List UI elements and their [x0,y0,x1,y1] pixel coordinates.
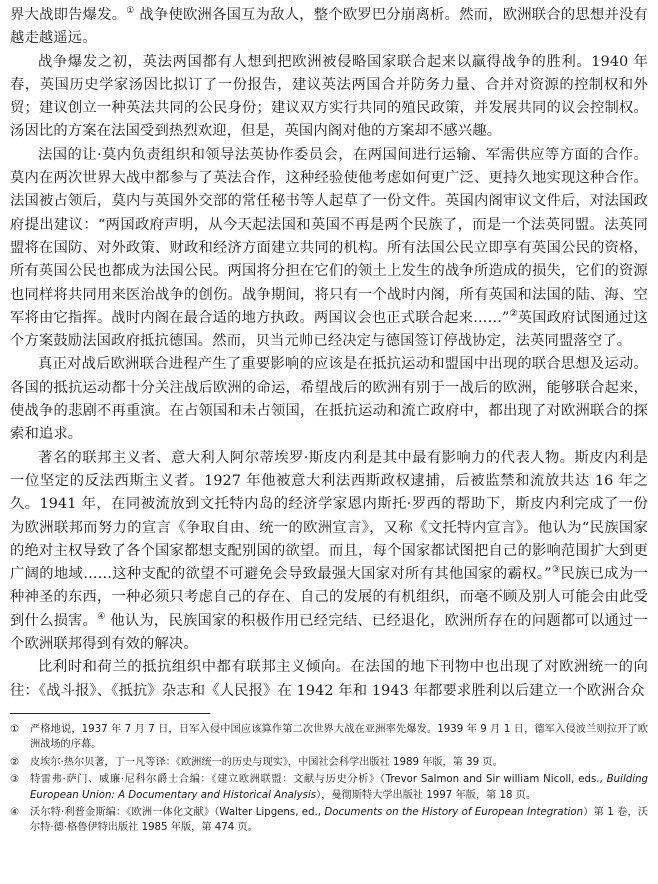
footnote-mark: ② [10,756,20,768]
paragraph [10,144,648,354]
text-run: 真正对战后欧洲联合进程产生了重要影响的应该是在抵抗运动和盟国中出现的联合思想及运动。各国的抵抗运动都十分关注战后欧洲的命运，希望战后的欧洲有别于一战后的欧洲，能够联合起来，使战争的悲剧不再重演。在占领国和未占领国，在抵抗运动和流亡政府中，都出现了对欧洲联合的探索和追求。 [10,356,648,443]
paragraph [10,51,648,144]
document-page [10,4,648,838]
body-text [10,4,648,703]
text-run: ）第 1 卷，沃尔特·德·格鲁伊特出版社 1985 年版，第 474 页。 [30,806,648,834]
footnote [10,805,648,836]
text-run: 战争爆发之初，英法两国都有人想到把欧洲被侵略国家联合起来以赢得战争的胜利。1940 年春，英国历史学家汤因比拟订了一份报告，建议英法两国合并防务力量、合并对资源的控制权和外贸；建议创立一种英法共同的公民身份；建议双方实行共同的殖民政策，并发展共同的议会控制权。汤因比的方案在法国受到热烈欢迎，但是，英国内阁对他的方案却不感兴趣。 [10,53,648,140]
italic-title: Documents on the History of European Integration [324,806,584,818]
footnote-mark: ③ [10,774,20,786]
text-run: 著名的联邦主义者、意大利人阿尔蒂埃罗·斯皮内利是其中最有影响力的代表人物。斯皮内利是一位坚定的反法西斯主义者。1927 年他被意大利法西斯政权逮捕，后被监禁和流放共达 16 年之久。1941 年，在同被流放到文托特内岛的经济学家恩内斯托·罗西的帮助下，斯皮内利完成了一份为欧洲联邦而努力的宣言《争取自由、统一的欧洲宣言》，又称《文托特内宣言》。他认为“民族国家的绝对主权导致了各个国家都想支配别国的欲望。而且，每个国家都试图把自己的影响范围扩大到更广阔的地域……这种支配的欲望不可避免会导致最强大国家对所有其他国家的霸权。” [10,449,648,583]
paragraph [10,447,648,657]
footnote-mark: ④ [10,806,20,818]
footnote-ref: ② [509,309,518,320]
text-run: 界大战即告爆发。 [10,7,127,23]
text-run: 他认为，民族国家的积极作用已经完结、已经退化，欧洲所存在的问题都可以通过一个欧洲联邦得到有效的解决。 [10,612,649,653]
text-run: 比利时和荷兰的抵抗组织中都有联邦主义倾向。在法国的地下刊物中也出现了对欧洲统一的向往：《战斗报》、《抵抗》杂志和《人民报》在 1942 年和 1943 年都要求胜利以后建立一个欧洲合众 [10,659,648,699]
footnote-ref: ① [126,6,135,17]
text-run: 法国的让·莫内负责组织和领导法英协作委员会，在两国间进行运输、军需供应等方面的合作。莫内在两次世界大战中都参与了英法合作，这种经验使他考虑如何更广泛、更持久地实现这种合作。法国被占领后，莫内与英国外交部的常任秘书等人起草了一份文件。英国内阁审议文件后，对法国政府提出建议：“两国政府声明，从今天起法国和英国不再是两个民族了，而是一个法英同盟。法英同盟将在国防、对外政策、财政和经济方面建立共同的机构。所有法国公民立即享有英国公民的资格，所有英国公民也都成为法国公民。两国将分担在它们的领土上发生的战争所造成的损失，它们的资源也同样将共同用来医治战争的创伤。战争期间，将只有一个战时内阁，所有英国和法国的陆、海、空军将由它指挥。战时内阁在最合适的地方执政。两国议会也正式联合起来……” [10,146,648,326]
text-run: 严格地说，1937 年 7 月 7 日，日军入侵中国应该算作第二次世界大战在亚洲率先爆发。1939 年 9 月 1 日，德军入侵波兰则拉开了欧洲战场的序幕。 [30,723,648,751]
footnotes [10,722,648,836]
text-run: 英国政府试图通过这个方案鼓励法国政府抵抗德国。然而，贝当元帅已经决定与德国签订停战协定，法英同盟落空了。 [10,309,648,350]
italic-title: Building European Union: A Documentary and Historical Analysis [30,774,648,801]
footnote-divider [10,713,210,714]
text-run: 沃尔特·利普金斯编：《欧洲一体化文献》（Walter Lipgens, ed., [30,806,325,818]
paragraph [10,353,648,446]
footnote-ref: ④ [97,611,106,622]
footnote [10,755,648,770]
text-run: ），曼彻斯特大学出版社 1997 年版，第 18 页。 [316,789,537,801]
footnote-ref: ③ [551,565,561,576]
paragraph [10,4,648,51]
text-run: 民族已成为一种神圣的东西，一种必须只考虑自己的存在、自己的发展的有机组织，而毫不顾及别人可能会由此受到什么损害。 [10,566,648,629]
footnote-mark: ① [10,723,20,735]
text-run: 皮埃尔·热尔贝著，丁一凡等译：《欧洲统一的历史与现实》，中国社会科学出版社 1989 年版，第 39 页。 [30,756,503,768]
footnote [10,772,648,803]
footnote [10,722,648,753]
text-run: 特雷弗·萨门、威廉·尼科尔爵士合编：《建立欧洲联盟：文献与历史分析》（Trevor Salmon and Sir william Nicoll, eds., [30,774,607,786]
text-run: 战争使欧洲各国互为敌人，整个欧罗巴分崩离析。然而，欧洲联合的思想并没有越走越遥远。 [10,7,648,47]
paragraph [10,656,648,703]
